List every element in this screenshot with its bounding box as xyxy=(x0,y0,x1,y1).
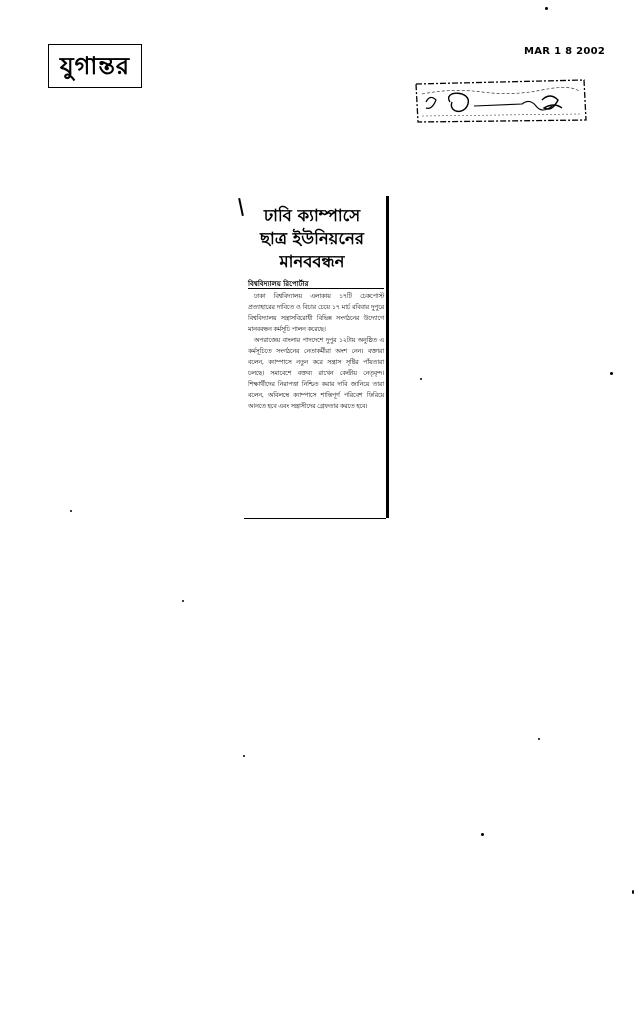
article-byline: বিশ্ববিদ্যালয় রিপোর্টার xyxy=(248,280,309,288)
scan-speck xyxy=(610,372,613,375)
scan-speck xyxy=(182,600,184,602)
byline-divider xyxy=(248,288,384,289)
date-stamp: MAR 1 8 2002 xyxy=(524,46,606,57)
clipping-bottom-edge xyxy=(244,518,386,519)
scan-speck xyxy=(243,755,245,757)
article-paragraph: ঢাকা বিশ্ববিদ্যালয় এলাকায় ১৭টি চেকপোস্ট প্রত্যাহারের দাবিতে ও বিচার চেয়ে ১৭ মার্চ রবিবার দুপুরে বিশ্ববিদ্যালয় সন্ত্রাসবিরোধী বিভিন্ন সংগঠনের উদ্যোগে মানববন্ধন কর্মসূচি পালন করেছে। xyxy=(248,293,384,333)
scan-speck xyxy=(538,738,540,740)
newspaper-clipping xyxy=(234,190,396,530)
scan-speck xyxy=(420,378,422,380)
masthead-name: যুগান্তর xyxy=(59,51,131,80)
scan-speck xyxy=(70,510,72,512)
article-body xyxy=(248,291,384,412)
scan-speck xyxy=(545,7,548,10)
headline-line-2: ছাত্র ইউনিয়নের xyxy=(260,229,364,248)
article-paragraph: অপরাজেয় বাংলার পাদদেশে দুপুর ১২টায় অনুষ্ঠিত এ কর্মসূচিতে সংগঠনের নেতাকর্মীরা অংশ নেন। বক্তারা বলেন, ক্যাম্পাসে নতুন করে সন্ত্রাস সৃষ্টির পাঁয়তারা চলছে। সমাবেশে বক্তব্য রাখেন কেন্দ্রীয় নেতৃবৃন্দ। শিক্ষার্থীদের নিরাপত্তা নিশ্চিত করার দাবি জানিয়ে তারা বলেন, অবিলম্বে ক্যাম্পাসে শান্তিপূর্ণ পরিবেশ ফিরিয়ে আনতে হবে এবং সন্ত্রাসীদের গ্রেফতার করতে হবে। xyxy=(248,337,384,410)
handwritten-reference-stamp xyxy=(412,72,588,124)
scan-speck xyxy=(481,833,484,836)
headline-line-1: ঢাবি ক্যাম্পাসে xyxy=(263,206,361,225)
article-headline xyxy=(242,204,382,273)
newspaper-masthead xyxy=(48,44,142,88)
headline-line-3: মানববন্ধন xyxy=(279,252,345,271)
clipping-right-border xyxy=(386,196,389,518)
scan-speck xyxy=(632,890,634,894)
